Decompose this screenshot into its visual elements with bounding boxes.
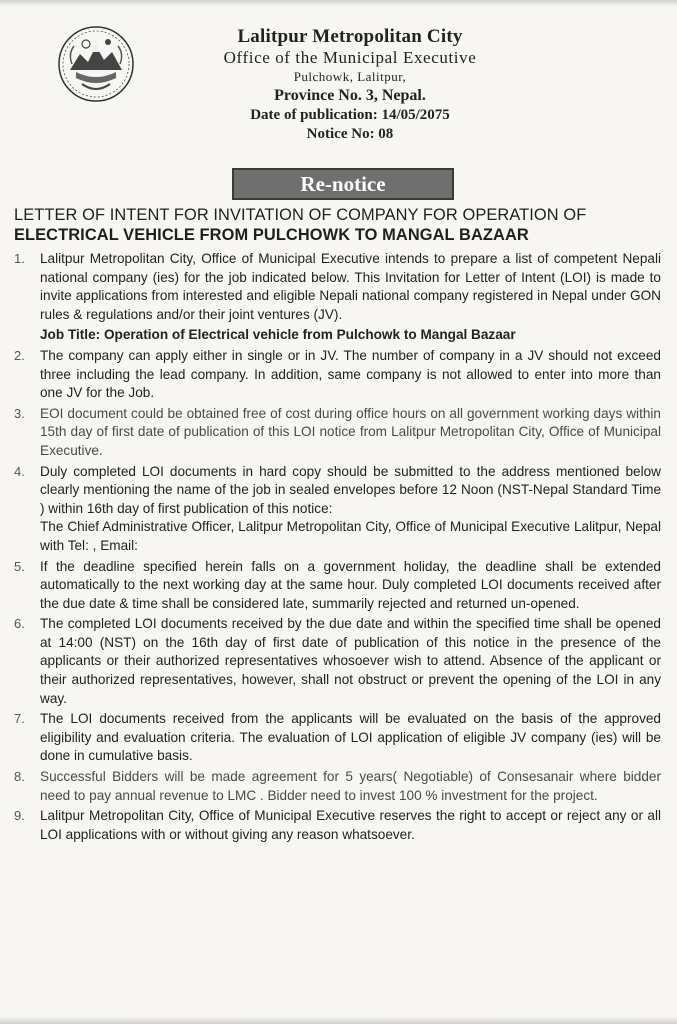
list-item <box>0 615 677 708</box>
clause-text: Lalitpur Metropolitan City, Office of Municipal Executive intends to prepare a list of competent Nepali national company (ies) for the job indicated below. This Invitation for Letter of Intent (LOI) is made to invite applications from interested and eligible Nepali national company registered in Nepal under GON rules & regulations and/or their joint ventures (JV). <box>40 251 661 322</box>
job-title: Job Title: Operation of Electrical vehicle from Pulchowk to Mangal Bazaar <box>40 327 516 343</box>
clause-text: If the deadline specified herein falls on a government holiday, the deadline shall be extended automatically to the next working day at the same hour. Duly completed LOI documents received after the due date & time shall be considered late, summarily rejected and returned un-opened. <box>40 558 661 611</box>
office-address: Pulchowk, Lalitpur, <box>293 69 407 84</box>
list-item <box>0 405 677 461</box>
letterhead <box>150 26 550 144</box>
title-line-1: LETTER OF INTENT FOR INVITATION OF COMPANY FOR OPERATION OF <box>14 206 587 224</box>
clause-number: 2. <box>14 347 25 363</box>
title-line-2: ELECTRICAL VEHICLE FROM PULCHOWK TO MANGAL BAZAAR <box>14 226 529 244</box>
notice-clauses <box>0 250 677 844</box>
clause-number: 7. <box>14 711 25 727</box>
clause-number: 5. <box>14 558 25 574</box>
publication-date: Date of publication: 14/05/2075 <box>250 107 450 123</box>
list-item <box>0 463 677 556</box>
clause-text: The LOI documents received from the applicants will be evaluated on the basis of the approved eligibility and evaluation criteria. The evaluation of LOI application of eligible JV company (ies) will be done in cumulative basis. <box>40 711 661 764</box>
clause-text: EOI document could be obtained free of cost during office hours on all government working days within 15th day of first date of publication of this LOI notice from Lalitpur Metropolitan City, Office of Municipal Executive. <box>40 405 661 458</box>
notice-number: Notice No: 08 <box>306 126 394 142</box>
clause-number: 4. <box>14 463 25 479</box>
clause-text: The company can apply either in single or in JV. The number of company in a JV should not exceed three including the lead company. In addition, same company is not allowed to enter into more than one JV for the Job. <box>40 347 661 401</box>
list-item <box>0 250 677 345</box>
list-item <box>0 347 677 403</box>
city-name: Lalitpur Metropolitan City <box>237 26 463 47</box>
list-item <box>0 558 677 614</box>
province: Province No. 3, Nepal. <box>274 87 426 104</box>
submission-address: The Chief Administrative Officer, Lalitpur Metropolitan City, Office of Municipal Executive Lalitpur, Nepal with Tel: , Email: <box>40 519 661 553</box>
nepal-emblem-icon <box>56 24 136 104</box>
notice-title <box>14 205 664 245</box>
scan-edge-top <box>0 0 677 6</box>
list-item <box>0 710 677 766</box>
clause-text: The completed LOI documents received by the due date and within the specified time shall be opened at 14:00 (NST) on the 16th day of first date of publication of this notice in the presence of the applicants or their authorized representatives whosoever wish to attend. Absence of the applicant or their authorized representatives, however, shall not obstruct or prevent the opening of the LOI in any way. <box>40 616 661 706</box>
list-item <box>0 768 677 805</box>
clause-number: 8. <box>14 769 25 785</box>
clause-text: Duly completed LOI documents in hard copy should be submitted to the address mentioned below clearly mentioning the name of the job in sealed envelopes before 12 Noon (NST-Nepal Standard Time ) within 16th day of first publication of this notice: <box>40 463 661 516</box>
renotice-banner: Re-notice <box>232 168 454 200</box>
scan-edge-bottom <box>0 1016 677 1024</box>
clause-number: 3. <box>14 405 25 421</box>
clause-number: 1. <box>14 251 25 266</box>
clause-text: Successful Bidders will be made agreement for 5 years( Negotiable) of Consesanair where bidder need to pay annual revenue to LMC . Bidder need to invest 100 % investment for the project. <box>40 769 661 803</box>
clause-number: 9. <box>14 808 25 824</box>
clause-number: 6. <box>14 616 25 632</box>
clause-text: Lalitpur Metropolitan City, Office of Municipal Executive reserves the right to accept or reject any or all LOI applications with or without giving any reason whatsoever. <box>40 808 661 842</box>
office-name: Office of the Municipal Executive <box>223 48 477 67</box>
list-item <box>0 807 677 844</box>
